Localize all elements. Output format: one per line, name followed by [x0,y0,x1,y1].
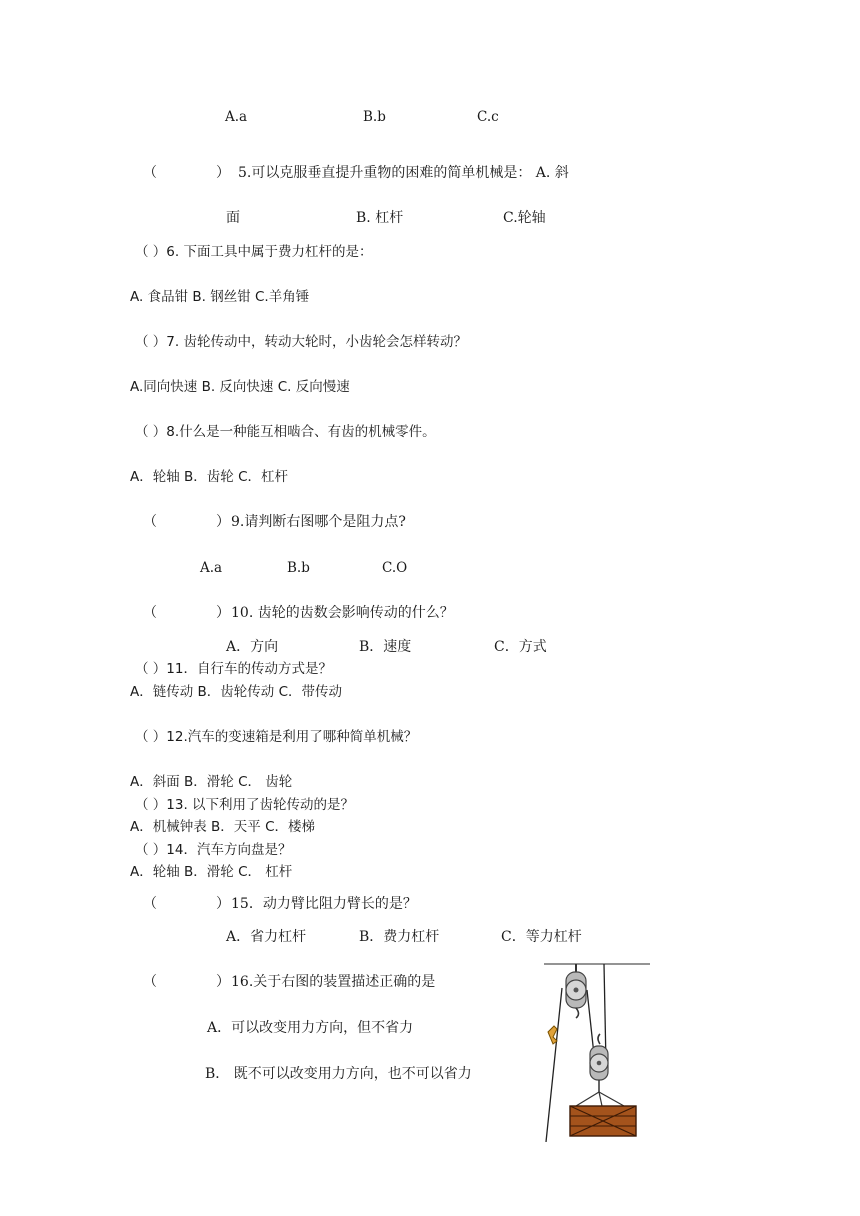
q5-stem: 5.可以克服垂直提升重物的困难的简单机械是： A. 斜 [238,165,569,181]
q8-options: A．轮轴 B．齿轮 C．杠杆 [130,469,289,485]
q5-option-c: C.轮轴 [503,210,546,226]
q14-options: A．轮轴 B．滑轮 C． 杠杆 [130,864,293,880]
q8-stem: （ ）8.什么是一种能互相啮合、有齿的机械零件。 [135,424,436,440]
q9-paren-close: ） [216,514,230,530]
wooden-crate [570,1106,636,1136]
q16-option-a: A．可以改变用力方向，但不省力 [207,1020,414,1036]
q5-option-b: B. 杠杆 [356,210,404,226]
q15-option-b: B．费力杠杆 [359,929,440,945]
q10-option-c: C．方式 [494,639,547,655]
movable-pulley [576,1034,624,1106]
q15-option-c: C．等力杠杆 [501,929,582,945]
pulley-illustration [540,960,652,1142]
q9-option-a: A.a [200,560,223,576]
q10-paren-close: ） [216,605,230,621]
q15-paren-close: ） [216,896,230,912]
q4-option-b: B.b [363,109,386,125]
q11-stem: （ ）11．自行车的传动方式是？ [135,661,332,677]
fixed-pulley [566,972,586,1018]
q9-stem: 9.请判断右图哪个是阻力点? [231,514,406,530]
q7-options: A.同向快速 B. 反向快速 C. 反向慢速 [130,379,350,395]
q16-paren-open: （ [143,974,157,990]
q9-paren-open: （ [143,514,157,530]
q9-option-c: C.O [382,560,408,576]
q15-paren-open: （ [143,896,157,912]
q12-options: A．斜面 B．滑轮 C． 齿轮 [130,774,293,790]
q12-stem: （ ）12.汽车的变速箱是利用了哪种简单机械？ [135,729,418,745]
q10-stem: 10. 齿轮的齿数会影响传动的什么？ [231,605,454,621]
q15-option-a: A．省力杠杆 [226,929,307,945]
q13-options: A．机械钟表 B．天平 C．楼梯 [130,819,316,835]
q6-stem: （ ）6. 下面工具中属于费力杠杆的是： [135,244,373,260]
q16-option-b: B． 既不可以改变用力方向，也不可以省力 [205,1066,472,1082]
pull-handle [548,1026,557,1044]
q6-options: A. 食品钳 B. 钢丝钳 C.羊角锤 [130,289,310,305]
q15-stem: 15．动力臂比阻力臂长的是？ [231,896,417,912]
q11-options: A．链传动 B．齿轮传动 C．带传动 [130,684,343,700]
q7-stem: （ ）7. 齿轮传动中，转动大轮时，小齿轮会怎样转动？ [135,334,467,350]
q5-paren-open: （ [143,165,157,181]
q13-stem: （ ）13. 以下利用了齿轮传动的是？ [135,797,355,813]
q16-paren-close: ） [216,974,230,990]
q9-option-b: B.b [287,560,310,576]
q5-option-a-cont: 面 [226,210,240,226]
q4-option-c: C.c [477,109,499,125]
q5-paren-close: ） [216,165,230,181]
q10-option-b: B．速度 [359,639,412,655]
q4-option-a: A.a [225,109,248,125]
q16-stem: 16.关于右图的装置描述正确的是 [231,974,436,990]
q14-stem: （ ）14．汽车方向盘是？ [135,842,292,858]
pull-rope [546,988,562,1142]
q10-option-a: A．方向 [226,639,279,655]
q10-paren-open: （ [143,605,157,621]
